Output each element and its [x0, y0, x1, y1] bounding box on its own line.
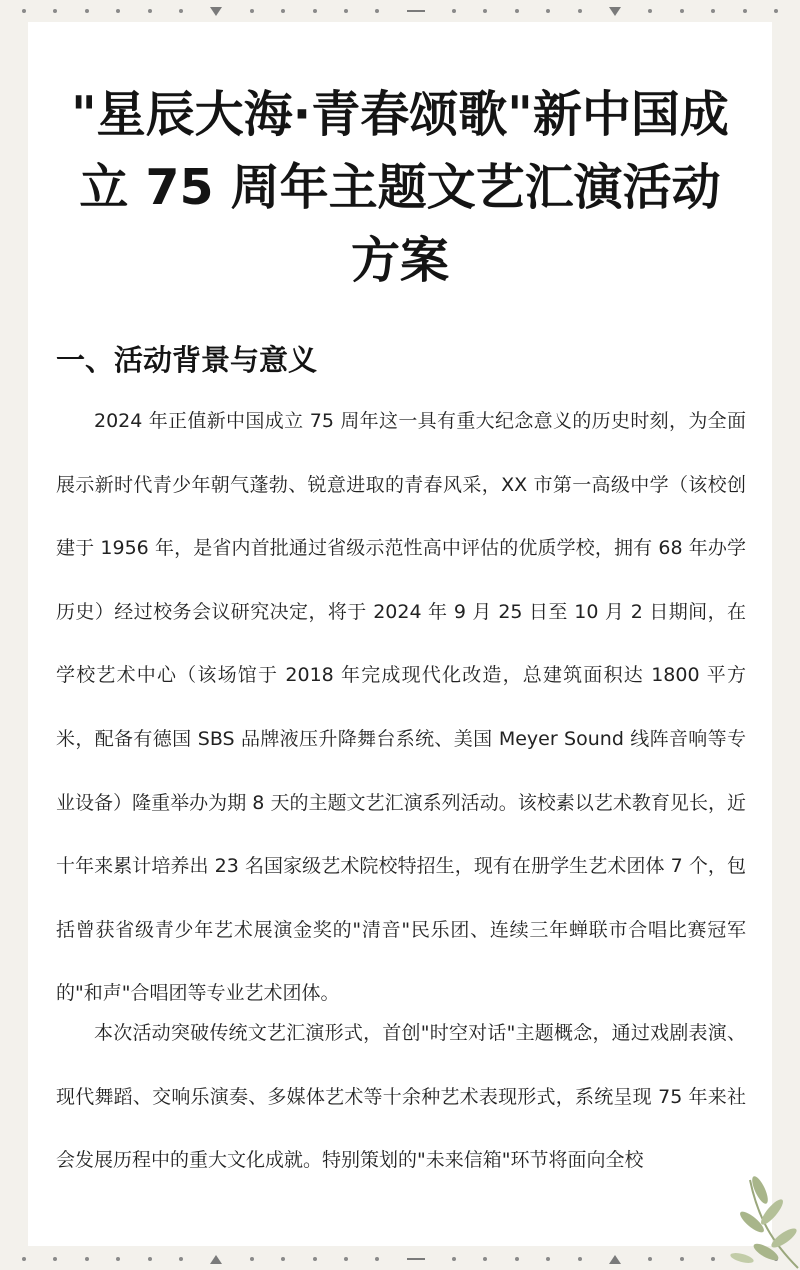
document-title: "星辰大海·青春颂歌"新中国成立 75 周年主题文艺汇演活动方案: [71, 86, 729, 289]
border-triangle-icon: [609, 1255, 621, 1264]
border-triangle-icon: [210, 1255, 222, 1264]
border-dot: [116, 9, 120, 13]
border-dot: [313, 1257, 317, 1261]
border-dot: [179, 9, 183, 13]
border-dot: [375, 9, 379, 13]
border-dot: [53, 9, 57, 13]
border-dot: [179, 1257, 183, 1261]
top-dotted-border: [0, 0, 800, 22]
border-dot: [344, 1257, 348, 1261]
border-dot: [483, 9, 487, 13]
border-dot: [774, 9, 778, 13]
border-dot: [375, 1257, 379, 1261]
border-triangle-icon: [210, 7, 222, 16]
border-dot: [546, 9, 550, 13]
border-dot: [743, 9, 747, 13]
border-dot: [452, 1257, 456, 1261]
border-dot: [344, 9, 348, 13]
leaf-branch-icon: [680, 1160, 800, 1270]
border-dot: [546, 1257, 550, 1261]
border-dot: [250, 9, 254, 13]
border-dot: [148, 1257, 152, 1261]
border-dot: [148, 9, 152, 13]
border-dot: [680, 9, 684, 13]
border-dash: [407, 1258, 425, 1260]
border-dot: [578, 1257, 582, 1261]
border-dot: [515, 9, 519, 13]
border-dot: [515, 1257, 519, 1261]
border-dot: [711, 9, 715, 13]
border-dot: [116, 1257, 120, 1261]
border-dot: [281, 1257, 285, 1261]
body-paragraph: 2024 年正值新中国成立 75 周年这一具有重大纪念意义的历史时刻，为全面展示新时代青少年朝气蓬勃、锐意进取的青春风采，XX 市第一高级中学（该校创建于 1956 年，是省内首批通过省级示范性高中评估的优质学校，拥有 68 年办学历史）经过校务会议研究决定，将于 2024 年 9 月 25 日至 10 月 2 日期间，在学校艺术中心（该场馆于 2018 年完成现代化改造，总建筑面积达 1800 平方米，配备有德国 SBS 品牌液压升降舞台系统、美国 Meyer Sound 线阵音响等专业设备）隆重举办为期 8 天的主题文艺汇演系列活动。该校素以艺术教育见长，近十年来累计培养出 23 名国家级艺术院校特招生，现有在册学生艺术团体 7 个，包括曾获省级青少年艺术展演金奖的"清音"民乐团、连续三年蝉联市合唱比赛冠军的"和声"合唱团等专业艺术团体。: [56, 410, 746, 1005]
border-dot: [313, 9, 317, 13]
border-dot: [22, 9, 26, 13]
border-triangle-icon: [609, 7, 621, 16]
border-dot: [281, 9, 285, 13]
border-dot: [53, 1257, 57, 1261]
border-dot: [452, 9, 456, 13]
border-dash: [407, 10, 425, 12]
border-dot: [85, 1257, 89, 1261]
border-dot: [22, 1257, 26, 1261]
border-dot: [483, 1257, 487, 1261]
border-dot: [250, 1257, 254, 1261]
border-dot: [85, 9, 89, 13]
border-dot: [648, 1257, 652, 1261]
body-paragraph: 本次活动突破传统文艺汇演形式，首创"时空对话"主题概念，通过戏剧表演、现代舞蹈、交响乐演奏、多媒体艺术等十余种艺术表现形式，系统呈现 75 年来社会发展历程中的重大文化成就。特别策划的"未来信箱"环节将面向全校: [56, 1022, 746, 1172]
section-heading: 一、活动背景与意义: [56, 343, 318, 377]
border-dot: [648, 9, 652, 13]
border-dot: [578, 9, 582, 13]
